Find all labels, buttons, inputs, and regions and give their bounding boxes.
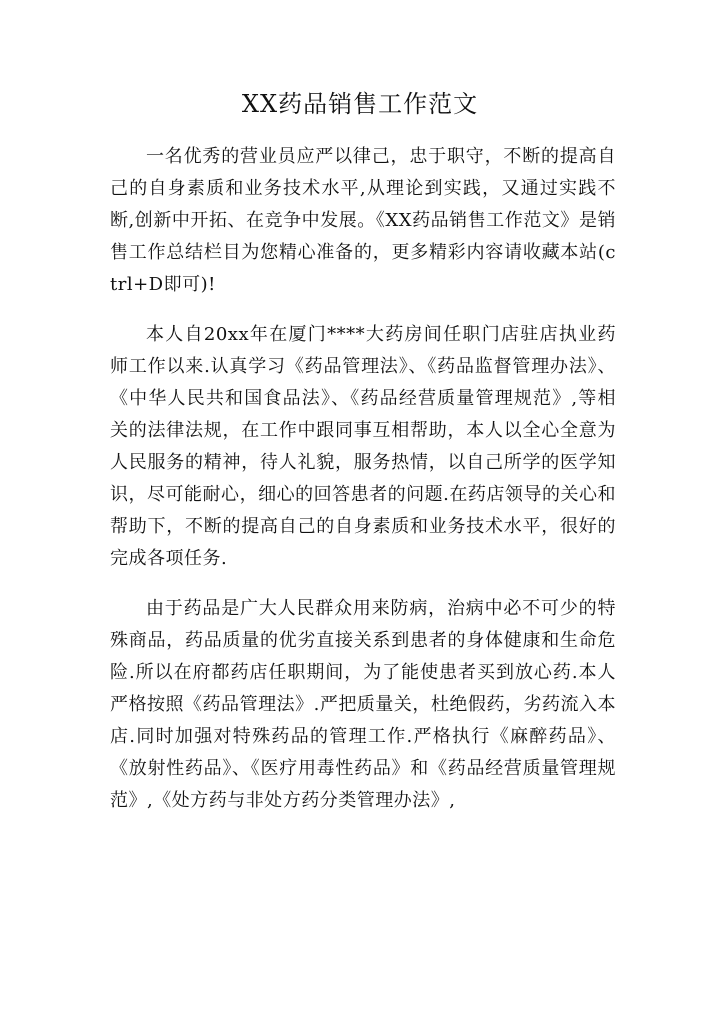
document-body [110,141,616,835]
paragraph-quality-control: 由于药品是广大人民群众用来防病，治病中必不可少的特殊商品，药品质量的优劣直接关系到患者的身体健康和生命危险.所以在府都药店任职期间，为了能使患者买到放心药.本人严格按照《药品管理法》.严把质量关，杜绝假药，劣药流入本店.同时加强对特殊药品的管理工作.严格执行《麻醉药品》、《放射性药品》、《医疗用毒性药品》和《药品经营质量管理规范》,《处方药与非处方药分类管理办法》, [110,598,616,811]
paragraph-intro: 一名优秀的营业员应严以律己，忠于职守，不断的提高自己的自身素质和业务技术水平,从理论到实践，又通过实践不断,创新中开拓、在竞争中发展。《XX药品销售工作范文》是销售工作总结栏目为您精心准备的，更多精彩内容请收藏本站(ctrl+D即可)! [110,146,616,295]
document-title: XX药品销售工作范文 [241,90,479,118]
paragraph-work-experience: 本人自20xx年在厦门****大药房间任职门店驻店执业药师工作以来.认真学习《药品管理法》、《药品监督管理办法》、《中华人民共和国食品法》、《药品经营质量管理规范》,等相关的法律法规，在工作中跟同事互相帮助，本人以全心全意为人民服务的精神，待人礼貌，服务热情，以自己所学的医学知识，尽可能耐心，细心的回答患者的问题.在药店领导的关心和帮助下，不断的提高自己的自身素质和业务技术水平，很好的完成各项任务. [110,324,616,569]
